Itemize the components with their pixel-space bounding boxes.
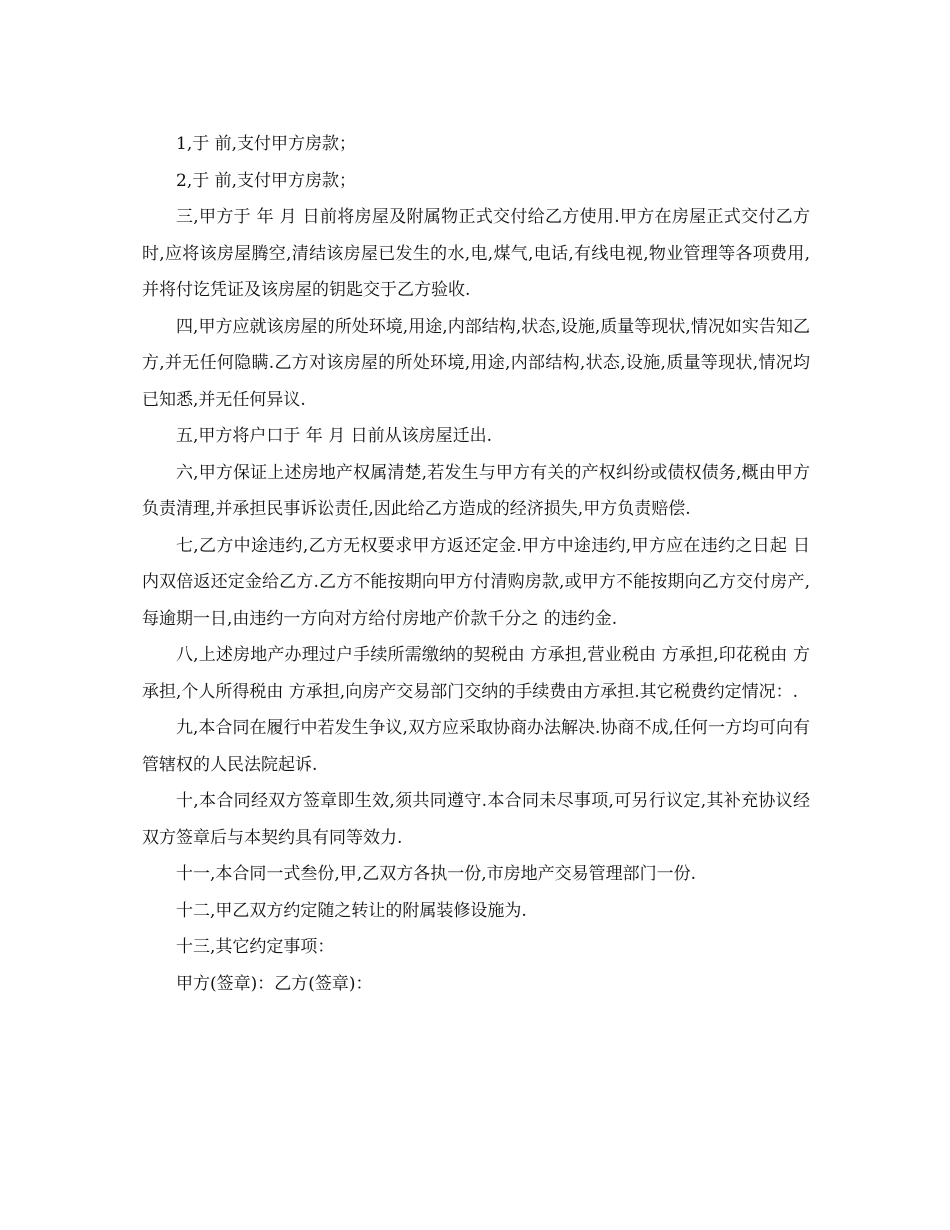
clause-8-taxes: 八,上述房地产办理过户手续所需缴纳的契税由 方承担,营业税由 方承担,印花税由 方承担,个人所得税由 方承担,向房产交易部门交纳的手续费由方承担.其它税费约定情况：.	[142, 645, 810, 702]
clause-12-fixtures: 十二,甲乙双方约定随之转让的附属装修设施为.	[176, 900, 527, 921]
clause-10-effect: 十,本合同经双方签章即生效,须共同遵守.本合同未尽事项,可另行议定,其补充协议经双方签章后与本契约具有同等效力.	[142, 791, 810, 848]
clause-4-disclosure: 四,甲方应就该房屋的所处环境,用途,内部结构,状态,设施,质量等现状,情况如实告知乙方,并无任何隐瞒.乙方对该房屋的所处环境,用途,内部结构,状态,设施,质量等现状,情况均已知悉,并无任何异议.	[142, 316, 810, 410]
clause-11-copies: 十一,本合同一式叁份,甲,乙双方各执一份,市房地产交易管理部门一份.	[176, 864, 697, 884]
clause-5-household-registration: 五,甲方将户口于 年 月 日前从该房屋迁出.	[176, 426, 493, 446]
clause-9-disputes: 九,本合同在履行中若发生争议,双方应采取协商办法解决.协商不成,任何一方均可向有管辖权的人民法院起诉.	[142, 718, 810, 775]
clause-3-handover: 三,甲方于 年 月 日前将房屋及附属物正式交付给乙方使用.甲方在房屋正式交付乙方时,应将该房屋腾空,清结该房屋已发生的水,电,煤气,电话,有线电视,物业管理等各项费用,并将付讫凭证及该房屋的钥匙交于乙方验收.	[142, 207, 810, 300]
contract-body	[142, 126, 810, 1002]
payment-item-1: 1,于 前,支付甲方房款；	[176, 134, 357, 154]
payment-item-2: 2,于 前,支付甲方房款；	[176, 170, 357, 191]
clause-7-breach: 七,乙方中途违约,乙方无权要求甲方返还定金.甲方中途违约,甲方应在违约之日起 日内双倍返还定金给乙方.乙方不能按期向甲方付清购房款,或甲方不能按期向乙方交付房产,每逾期一日,由违约一方向对方给付房地产价款千分之 的违约金.	[142, 535, 810, 629]
clause-13-other-terms: 十三,其它约定事项：	[176, 937, 335, 957]
clause-6-title-guarantee: 六,甲方保证上述房地产权属清楚,若发生与甲方有关的产权纠纷或债权债务,概由甲方负责清理,并承担民事诉讼责任,因此给乙方造成的经济损失,甲方负责赔偿.	[142, 462, 810, 519]
signature-line: 甲方(签章)：乙方(签章)：	[176, 973, 373, 994]
